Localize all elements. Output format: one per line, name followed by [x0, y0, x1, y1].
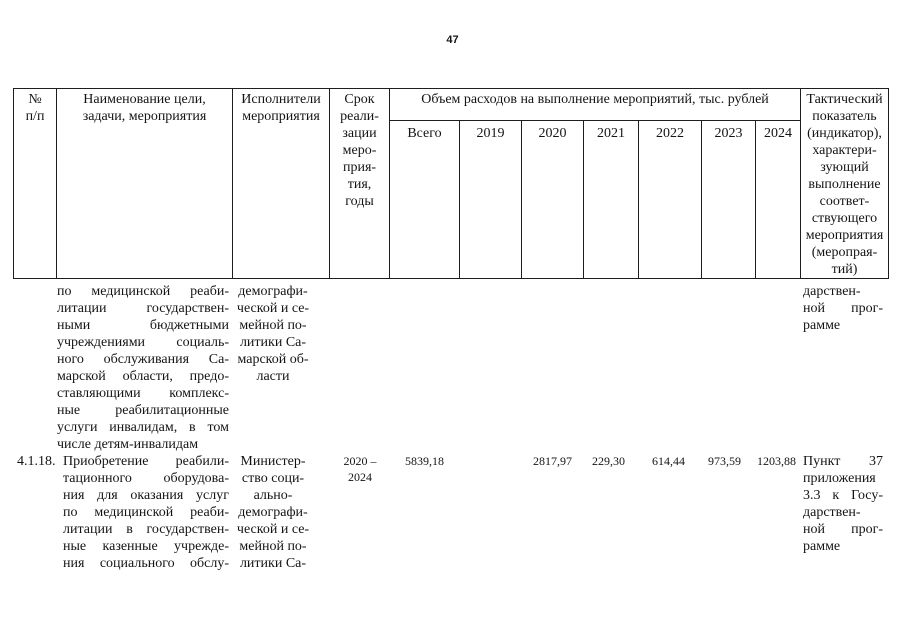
row-2024: 1203,88: [757, 454, 796, 468]
row-2023: 973,59: [708, 454, 741, 468]
row-term: 2020 – 2024: [343, 454, 377, 484]
header-year-2024: 2024: [764, 126, 792, 141]
header-year-2022: 2022: [656, 126, 684, 141]
row-2021: 229,30: [592, 454, 625, 468]
row-2022: 614,44: [652, 454, 685, 468]
continued-row-executor: демографи- ческой и се- мейной по- литики Са- марской об- ласти: [236, 284, 310, 384]
expenses-subheader-border: [389, 120, 800, 121]
row-executor: Министер- ство соци- ально- демографи- ческой и се- мейной по- литики Са-: [236, 454, 310, 571]
header-name: Наименование цели, задачи, мероприятия: [82, 92, 207, 124]
row-number: 4.1.18.: [17, 454, 56, 469]
col-border: [389, 88, 390, 279]
col-border: [755, 120, 756, 279]
header-year-2020: 2020: [538, 126, 567, 141]
row-name: Приобретение реабили- тационного оборудова- ния для оказания услуг по медицинской реаби- литации в государствен- ные казенные учрежде- ния социального обслу-: [63, 454, 229, 571]
header-bottom-border: [13, 278, 889, 279]
row-2020: 2817,97: [533, 454, 572, 468]
header-year-2023: 2023: [714, 126, 743, 141]
header-term: Срок реали- зации меро- прия- тия, годы: [340, 92, 379, 209]
header-year-2021: 2021: [597, 126, 625, 141]
row-indicator: Пункт 37 приложения 3.3 к Госу- дарствен- ной прог- рамме: [803, 454, 883, 554]
page-number: 47: [446, 34, 459, 46]
continued-row-name: по медицинской реаби- литации государствен- ными бюджетными учреждениями социаль- ного обслуживания Са- марской области, предо- ставляющими комплекс- ные реабилитационные услуги инвалидам, в том числе детям-инвалидам: [57, 284, 229, 452]
header-total: Всего: [407, 126, 442, 141]
table-header: [13, 88, 889, 279]
col-border: [583, 120, 584, 279]
header-executors: Исполнители мероприятия: [241, 92, 321, 124]
col-border: [888, 88, 889, 279]
col-border: [638, 120, 639, 279]
header-year-2019: 2019: [476, 126, 505, 141]
header-expenses: Объем расходов на выполнение мероприятий, тыс. рублей: [421, 92, 769, 107]
row-total: 5839,18: [405, 454, 444, 468]
col-border: [521, 120, 522, 279]
col-border: [701, 120, 702, 279]
header-num: № п/п: [25, 92, 45, 124]
header-indicator: Тактический показатель (индикатор), характери- зующий выполнение соответ- ствующего мероприятия (меропрая- тий): [805, 92, 884, 277]
col-border: [459, 120, 460, 279]
continued-row-indicator: дарствен- ной прог- рамме: [803, 284, 883, 333]
header-top-border: [13, 88, 889, 89]
